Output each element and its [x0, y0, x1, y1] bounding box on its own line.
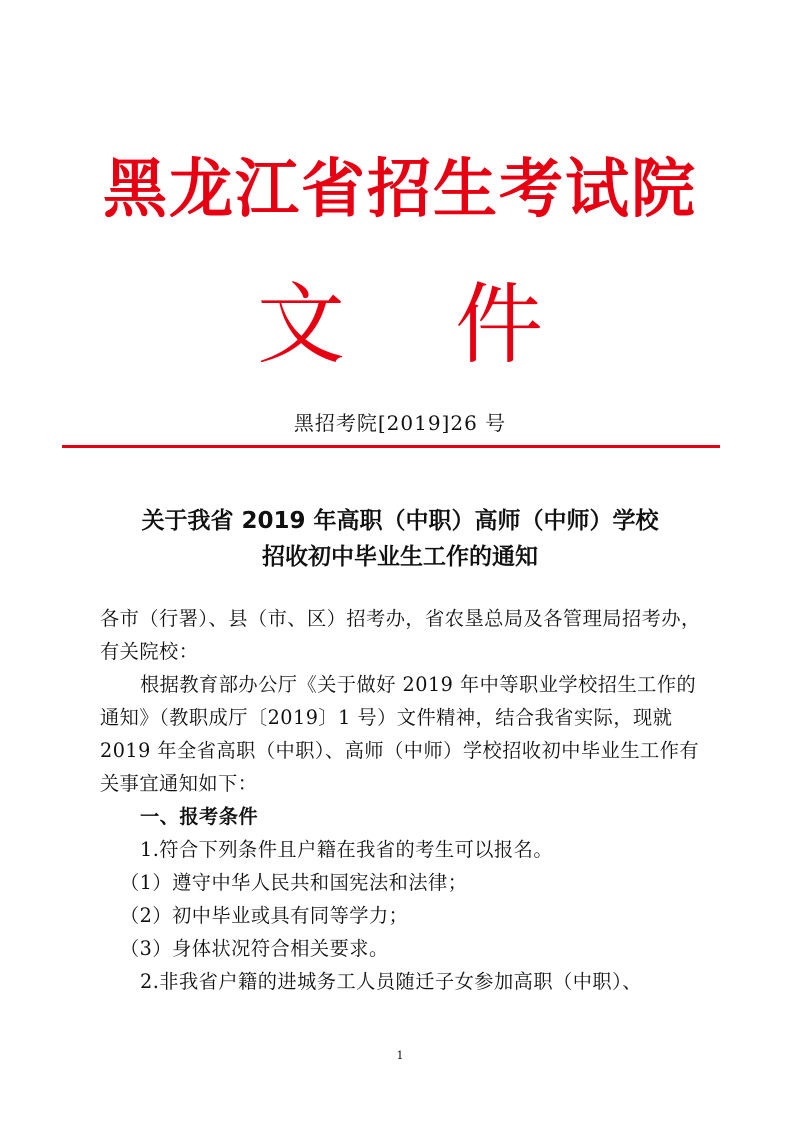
red-divider-rule [62, 445, 720, 448]
notice-title [0, 503, 800, 575]
document-label: 文件 [256, 273, 653, 376]
sub-item-3: （3）身体状况符合相关要求。 [120, 937, 389, 960]
sub-item-2: （2）初中毕业或具有同等学力； [120, 904, 409, 927]
list-item-1: 1.符合下列条件且户籍在我省的考生可以报名。 [140, 838, 554, 861]
notice-title-line-1: 关于我省 2019 年高职（中职）高师（中师）学校 [141, 508, 659, 534]
sub-item-1: （1）遵守中华人民共和国宪法和法律； [120, 871, 468, 894]
issuing-authority-title: 黑龙江省招生考试院 [103, 153, 697, 227]
notice-title-line-2: 招收初中毕业生工作的通知 [262, 544, 538, 570]
addressee-paragraph: 各市（行署）、县（市、区）招考办，省农垦总局及各管理局招考办，有关院校： [100, 607, 701, 663]
intro-paragraph: 根据教育部办公厅《关于做好 2019 年中等职业学校招生工作的通知》（教职成厅〔2019〕1 号）文件精神，结合我省实际，现就 2019 年全省高职（中职）、高师（中师）学校招收初中毕业生工作有关事宜通知如下： [100, 673, 700, 795]
page-number: 1 [396, 1049, 404, 1062]
document-number: 黑招考院[2019]26 号 [293, 411, 507, 435]
section-heading-eligibility: 一、报考条件 [140, 805, 259, 828]
list-item-2: 2.非我省户籍的进城务工人员随迁子女参加高职（中职）、 [140, 970, 642, 993]
notice-body [100, 602, 704, 998]
